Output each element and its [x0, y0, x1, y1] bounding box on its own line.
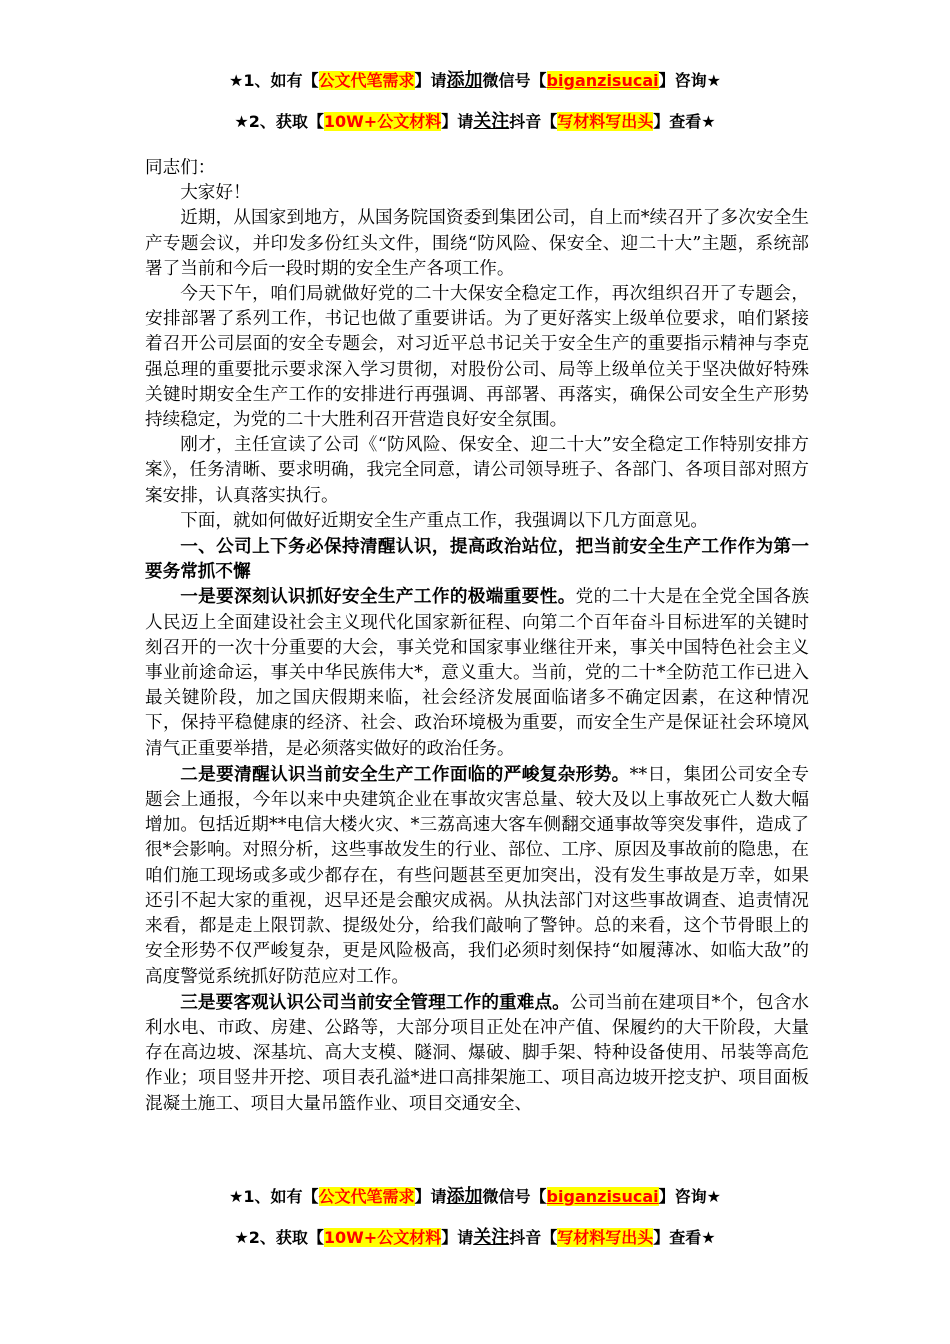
point-title: 二是要清醒认识当前安全生产工作面临的严峻复杂形势。: [180, 763, 630, 785]
banner-text: 】咨询★: [658, 71, 721, 90]
salutation: 同志们：: [145, 158, 216, 178]
banner-text: 微信号【: [482, 71, 547, 90]
paragraph: [145, 990, 809, 1117]
paragraph: 下面，就如何做好近期安全生产重点工作，我强调以下几方面意见。: [180, 510, 709, 531]
paragraph: 今天下午，咱们局就做好党的二十大保安全稳定工作，再次组织召开了专题会，安排部署了系列工作，书记也做了重要讲话。为了更好落实上级单位要求，咱们紧接着召开公司层面的安全专题会，对习近平总书记关于安全生产的重要指示精神与李克强总理的重要批示要求深入学习贯彻，对股份公司、局等上级单位关于坚决做好特殊关键时期安全生产工作的安排进行再强调、再部署、再落实，确保公司安全生产形势持续稳定，为党的二十大胜利召开营造良好安全氛围。: [145, 284, 809, 431]
point-title: 三是要客观认识公司当前安全管理工作的重难点。: [180, 991, 570, 1013]
banner-text: ★2、获取【: [234, 112, 324, 131]
point-text: 党的二十大是在全党全国各族人民迈上全面建设社会主义现代化国家新征程、向第二个百年奋斗目标进军的关键时刻召开的一次十分重要的大会，事关党和国家事业继往开来，事关中国特色社会主义事业前途命运，事关中华民族伟大*，意义重大。当前，党的二十*全防范工作已进入最关键阶段，加之国庆假期来临，社会经济发展面临诸多不确定因素，在这种情况下，保持平稳健康的经济、社会、政治环境极为重要，而安全生产是保证社会环境风清气正重要举措，是必须落实做好的政治任务。: [145, 587, 809, 759]
emphasis-text: 添加: [446, 1186, 483, 1207]
wechat-id-link[interactable]: biganzisucai: [546, 1187, 659, 1206]
emphasis-text: 添加: [446, 70, 483, 91]
banner-text: 】查看★: [653, 1228, 716, 1247]
point-text: **日，集团公司安全专题会上通报，今年以来中央建筑企业在事故灾害总量、较大及以上事故死亡人数大幅增加。包括近期**电信大楼火灾、*三荔高速大客车侧翻交通事故等突发事件，造成了很*会影响。对照分析，这些事故发生的行业、部位、工序、原因及事故前的隐患，在咱们施工现场或多或少都存在，有些问题甚至更加突出，没有发生事故是万幸，如果还引不起大家的重视，迟早还是会酿灾成祸。从执法部门对这些事故调查、追责情况来看，都是走上限罚款、提级处分，给我们敲响了警钟。总的来看，这个节骨眼上的安全形势不仅严峻复杂，更是风险极高，我们必须时刻保持“如履薄冰、如临大敌”的高度警觉系统抓好防范应对工作。: [145, 764, 809, 987]
highlight-label: 写材料写出头: [557, 1228, 654, 1247]
highlight-label: 写材料写出头: [557, 112, 654, 131]
highlight-label: 10W+公文材料: [323, 112, 442, 131]
banner-text: 】请: [414, 71, 447, 90]
banner-text: ★2、获取【: [234, 1228, 324, 1247]
banner-text: 微信号【: [482, 1187, 547, 1206]
highlight-label: 公文代笔需求: [318, 1187, 415, 1206]
point-text: 公司当前在建项目*个，包含水利水电、市政、房建、公路等，大部分项目正处在冲产值、保履约的大干阶段，大量存在高边坡、深基坑、高大支模、隧洞、爆破、脚手架、特种设备使用、吊装等高危作业；项目竖井开挖、项目表孔溢*进口高排架施工、项目高边坡开挖支护、项目面板混凝土施工、项目大量吊篮作业、项目交通安全、: [145, 992, 809, 1114]
banner-text: 】请: [441, 1228, 474, 1247]
highlight-label: 公文代笔需求: [318, 71, 415, 90]
header-banner-1: [0, 70, 950, 92]
document-body: [145, 156, 809, 1117]
paragraph: 近期，从国家到地方，从国务院国资委到集团公司，自上而*续召开了多次安全生产专题会议，并印发多份红头文件，围绕“防风险、保安全、迎二十大”主题，系统部署了当前和今后一段时期的安全生产各项工作。: [145, 208, 809, 279]
paragraph: [145, 762, 809, 990]
banner-text: ★1、如有【: [229, 1187, 319, 1206]
banner-text: 抖音【: [509, 112, 558, 131]
emphasis-text: 关注: [473, 1227, 510, 1248]
paragraph: [145, 584, 809, 761]
banner-text: 】查看★: [653, 112, 716, 131]
banner-text: 】咨询★: [658, 1187, 721, 1206]
banner-text: ★1、如有【: [229, 71, 319, 90]
emphasis-text: 关注: [473, 111, 510, 132]
header-banner-2: [0, 111, 950, 133]
banner-text: 抖音【: [509, 1228, 558, 1247]
banner-text: 】请: [414, 1187, 447, 1206]
highlight-label: 10W+公文材料: [323, 1228, 442, 1247]
banner-text: 】请: [441, 112, 474, 131]
wechat-id-link[interactable]: biganzisucai: [546, 71, 659, 90]
paragraph: 刚才，主任宣读了公司《“防风险、保安全、迎二十大”安全稳定工作特别安排方案》，任务清晰、要求明确，我完全同意，请公司领导班子、各部门、各项目部对照方案安排，认真落实执行。: [145, 435, 809, 506]
footer-banner-2: [0, 1227, 950, 1249]
greeting: 大家好！: [180, 183, 251, 204]
section-heading: 一、公司上下务必保持清醒认识，提高政治站位，把当前安全生产工作作为第一要务常抓不懈: [145, 536, 809, 583]
footer-banner-1: [0, 1186, 950, 1208]
point-title: 一是要深刻认识抓好安全生产工作的极端重要性。: [180, 586, 576, 608]
